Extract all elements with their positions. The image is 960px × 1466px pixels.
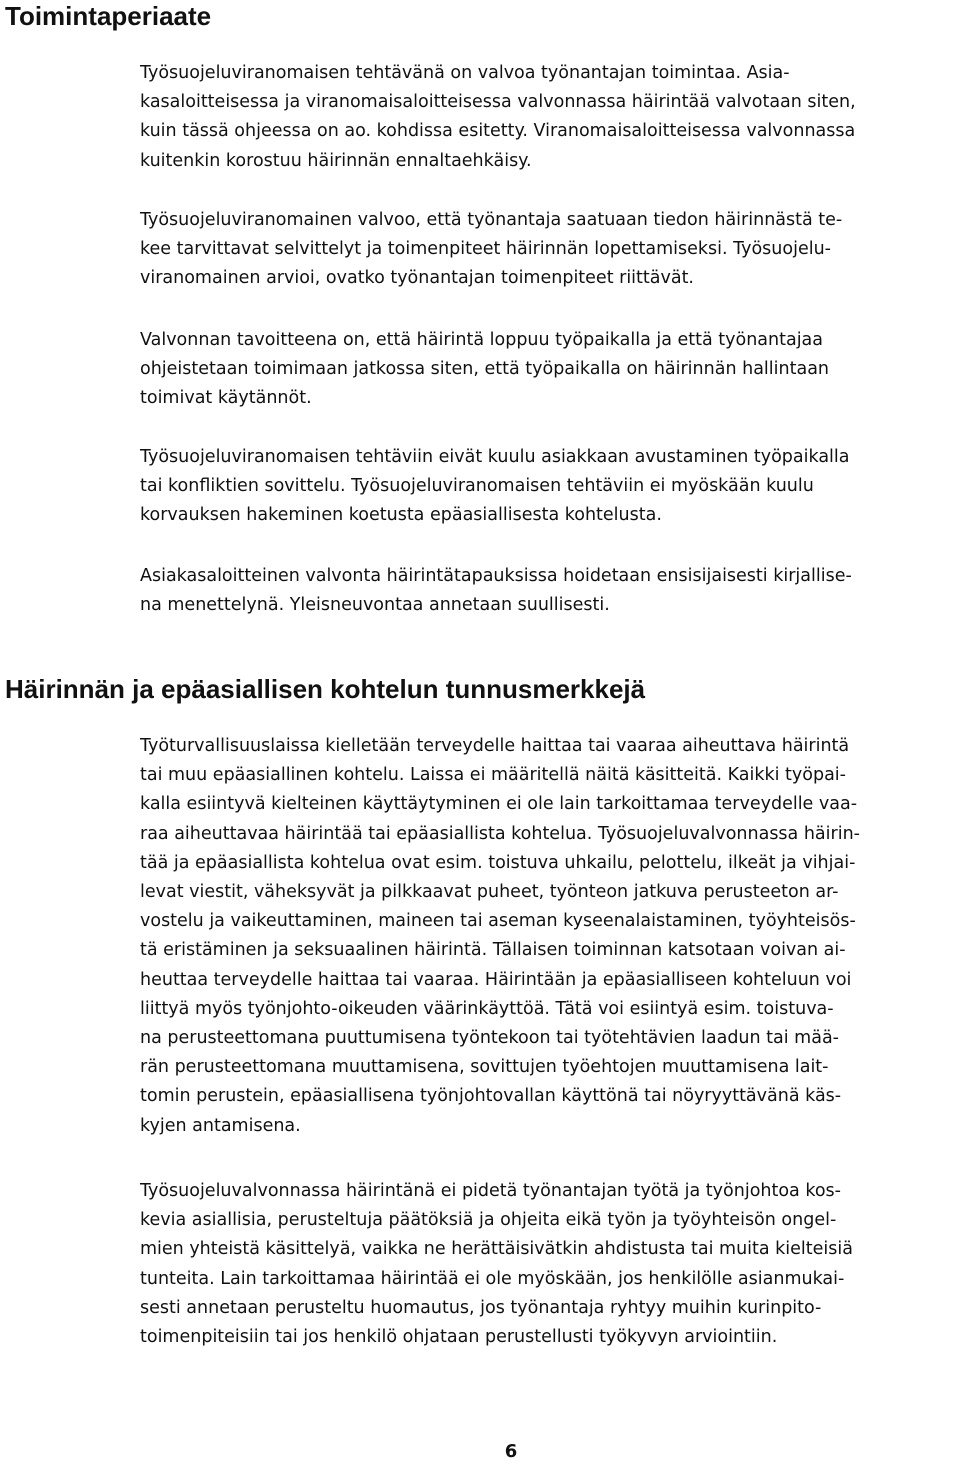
paragraph (140, 326, 930, 414)
paragraph-line: tomin perustein, epäasiallisena työnjohtovallan käyttönä tai nöyryyttävänä käs- (140, 1086, 842, 1107)
paragraph-line: kuitenkin korostuu häirinnän ennaltaehkäisy. (140, 150, 532, 171)
paragraph-line: Työsuojeluviranomainen valvoo, että työnantaja saatuaan tiedon häirinnästä te- (140, 210, 843, 230)
paragraph-line: sesti annetaan perusteltu huomautus, jos työnantaja ryhtyy muihin kurinpito- (140, 1297, 822, 1318)
paragraph-line: Työsuojeluviranomaisen tehtäviin eivät kuulu asiakkaan avustaminen työpaikalla (140, 447, 850, 467)
paragraph-line: rän perusteettomana muuttamisena, sovittujen työehtojen muuttamisena lait- (140, 1057, 829, 1078)
paragraph-line: heuttaa terveydelle haittaa tai vaaraa. Häirintään ja epäasialliseen kohteluun voi (140, 969, 852, 990)
section-heading-toimintaperiaate: Toimintaperiaate (5, 1, 212, 31)
paragraph-line: Työsuojeluviranomaisen tehtävänä on valvoa työnantajan toimintaa. Asia- (140, 63, 790, 83)
paragraph (140, 1177, 930, 1352)
paragraph-line: tunteita. Lain tarkoittamaa häirintää ei ole myöskään, jos henkilölle asianmukai- (140, 1268, 845, 1289)
paragraph-line: tä eristäminen ja seksuaalinen häirintä. Tällaisen toiminnan katsotaan voivan ai- (140, 940, 846, 961)
paragraph (140, 562, 930, 620)
paragraph-line: Työsuojeluvalvonnassa häirintänä ei pidetä työnantajan työtä ja työnjohtoa kos- (140, 1181, 841, 1201)
paragraph-line: ohjeistetaan toimimaan jatkossa siten, että työpaikalla on häirinnän hallintaan (140, 359, 830, 380)
paragraph-line: levat viestit, väheksyvät ja pilkkaavat puheet, työnteon jatkuva perusteeton ar- (140, 882, 839, 903)
paragraph-line: na menettelynä. Yleisneuvontaa annetaan suullisesti. (140, 595, 610, 616)
paragraph-line: toimivat käytännöt. (140, 388, 312, 409)
paragraph-line: raa aiheuttavaa häirintää tai epäasiallista kohtelua. Työsuojeluvalvonnassa häirin- (140, 823, 860, 844)
paragraph-line: vostelu ja vaikeuttaminen, maineen tai aseman kyseenalaistaminen, työyhteisös- (140, 911, 856, 932)
paragraph-line: viranomainen arvioi, ovatko työnantajan toimenpiteet riittävät. (140, 268, 694, 289)
paragraph-line: na perusteettomana puuttumisena työntekoon tai työtehtävien laadun tai mää- (140, 1028, 839, 1049)
paragraph-line: tää ja epäasiallista kohtelua ovat esim. toistuva uhkailu, pelottelu, ilkeät ja vihjai- (140, 852, 856, 873)
paragraph-line: kevia asiallisia, perusteltuja päätöksiä ja ohjeita eikä työn ja työyhteisön ongel- (140, 1210, 837, 1231)
paragraph-line: korvauksen hakeminen koetusta epäasiallisesta kohtelusta. (140, 505, 662, 526)
paragraph (140, 59, 930, 176)
paragraph-line: tai muu epäasiallinen kohtelu. Laissa ei määritellä näitä käsitteitä. Kaikki työpai- (140, 765, 846, 786)
paragraph-line: tai konfliktien sovittelu. Työsuojeluviranomaisen tehtäviin ei myöskään kuulu (140, 476, 814, 497)
paragraph-line: toimenpiteisiin tai jos henkilö ohjataan perustellusti työkyvyn arviointiin. (140, 1327, 778, 1348)
section-heading-tunnusmerkit: Häirinnän ja epäasiallisen kohtelun tunnusmerkkejä (5, 674, 646, 704)
paragraph-line: mien yhteistä käsittelyä, vaikka ne herättäisivätkin ahdistusta tai muita kielteisiä (140, 1239, 853, 1260)
paragraph-line: liittyä myös työnjohto-oikeuden väärinkäyttöä. Tätä voi esiintyä esim. toistuva- (140, 998, 834, 1019)
paragraph-line: kee tarvittavat selvittelyt ja toimenpiteet häirinnän lopettamiseksi. Työsuojelu- (140, 239, 831, 260)
paragraph (140, 443, 930, 531)
paragraph-line: Työturvallisuuslaissa kielletään terveydelle haittaa tai vaaraa aiheuttava häirintä (140, 736, 850, 756)
paragraph-line: Valvonnan tavoitteena on, että häirintä loppuu työpaikalla ja että työnantajaa (140, 330, 824, 350)
paragraph (140, 732, 930, 1141)
paragraph-line: kasaloitteisessa ja viranomaisaloitteisessa valvonnassa häirintää valvotaan siten, (140, 92, 856, 113)
paragraph-line: kalla esiintyvä kielteinen käyttäytyminen ei ole lain tarkoittamaa terveydelle vaa- (140, 794, 858, 815)
paragraph-line: kyjen antamisena. (140, 1115, 301, 1136)
paragraph (140, 206, 930, 294)
paragraph-line: Asiakasaloitteinen valvonta häirintätapauksissa hoidetaan ensisijaisesti kirjallise- (140, 566, 852, 586)
paragraph-line: kuin tässä ohjeessa on ao. kohdissa esitetty. Viranomaisaloitteisessa valvonnassa (140, 121, 856, 142)
page-number: 6 (504, 1441, 518, 1462)
